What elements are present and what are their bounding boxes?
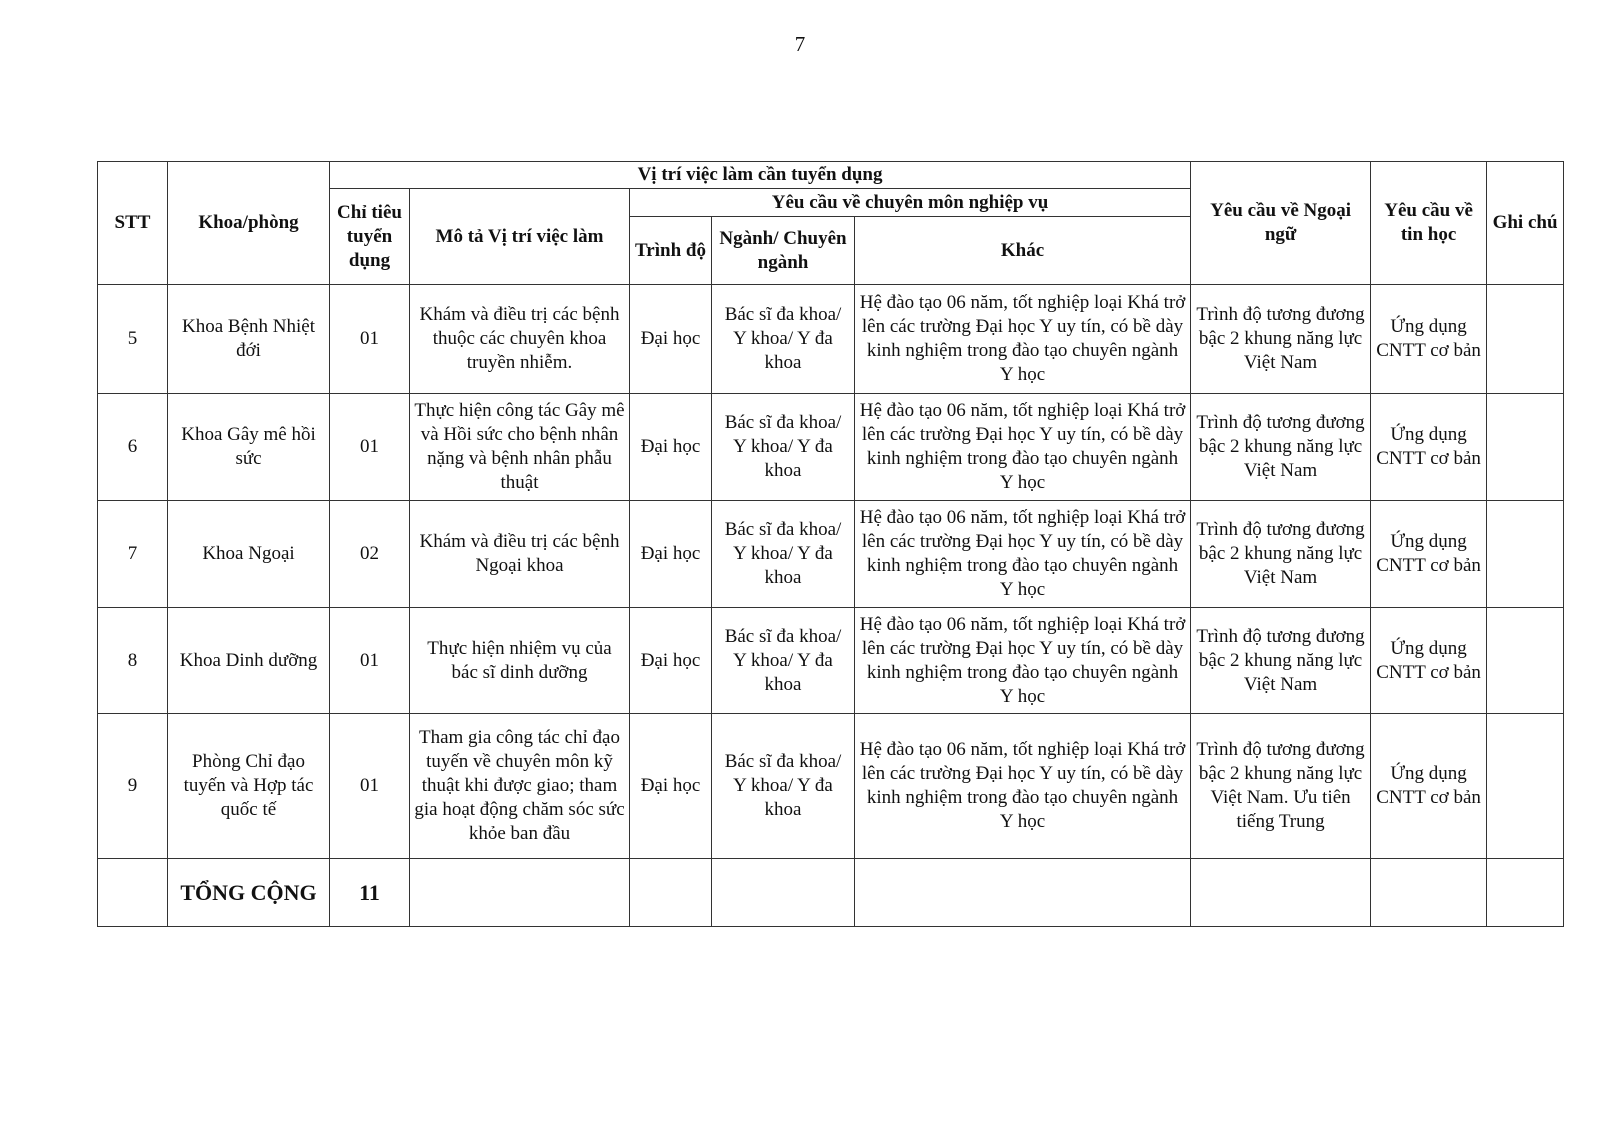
- cell-foreign-language: Trình độ tương đương bậc 2 khung năng lực Việt Nam: [1191, 608, 1371, 714]
- header-other: Khác: [855, 217, 1191, 285]
- cell-stt: 5: [98, 285, 168, 394]
- cell-level: Đại học: [630, 285, 712, 394]
- cell-other: Hệ đào tạo 06 năm, tốt nghiệp loại Khá trở lên các trường Đại học Y uy tín, có bề dày kinh nghiệm trong đào tạo chuyên ngành Y học: [855, 285, 1191, 394]
- cell-note: [1487, 608, 1564, 714]
- header-level: Trình độ: [630, 217, 712, 285]
- cell-department: Khoa Ngoại: [168, 501, 330, 608]
- cell-quota: 01: [330, 714, 410, 859]
- cell-stt: 7: [98, 501, 168, 608]
- total-row: [98, 859, 1564, 927]
- table-row: [98, 285, 1564, 394]
- cell-level: Đại học: [630, 394, 712, 501]
- cell-description: Thực hiện công tác Gây mê và Hồi sức cho bệnh nhân nặng và bệnh nhân phẫu thuật: [410, 394, 630, 501]
- cell-stt: 9: [98, 714, 168, 859]
- header-quota: Chỉ tiêu tuyển dụng: [330, 189, 410, 285]
- cell-foreign-language: Trình độ tương đương bậc 2 khung năng lực Việt Nam. Ưu tiên tiếng Trung: [1191, 714, 1371, 859]
- cell-department: Phòng Chỉ đạo tuyến và Hợp tác quốc tế: [168, 714, 330, 859]
- cell-quota: 01: [330, 608, 410, 714]
- cell-it: Ứng dụng CNTT cơ bản: [1371, 394, 1487, 501]
- cell-description: Tham gia công tác chỉ đạo tuyến về chuyên môn kỹ thuật khi được giao; tham gia hoạt động chăm sóc sức khỏe ban đầu: [410, 714, 630, 859]
- header-note: Ghi chú: [1487, 162, 1564, 285]
- cell-note: [1487, 285, 1564, 394]
- cell-other: [855, 859, 1191, 927]
- cell-it: Ứng dụng CNTT cơ bản: [1371, 501, 1487, 608]
- table-row: [98, 608, 1564, 714]
- header-job-description: Mô tả Vị trí việc làm: [410, 189, 630, 285]
- cell-other: Hệ đào tạo 06 năm, tốt nghiệp loại Khá trở lên các trường Đại học Y uy tín, có bề dày kinh nghiệm trong đào tạo chuyên ngành Y học: [855, 501, 1191, 608]
- cell-it: Ứng dụng CNTT cơ bản: [1371, 608, 1487, 714]
- cell-quota: 01: [330, 394, 410, 501]
- cell-foreign-language: Trình độ tương đương bậc 2 khung năng lực Việt Nam: [1191, 501, 1371, 608]
- cell-major: [712, 859, 855, 927]
- cell-it: [1371, 859, 1487, 927]
- cell-stt: 8: [98, 608, 168, 714]
- total-value: 11: [330, 859, 410, 927]
- header-major: Ngành/ Chuyên ngành: [712, 217, 855, 285]
- cell-major: Bác sĩ đa khoa/ Y khoa/ Y đa khoa: [712, 285, 855, 394]
- table-row: [98, 501, 1564, 608]
- cell-other: Hệ đào tạo 06 năm, tốt nghiệp loại Khá trở lên các trường Đại học Y uy tín, có bề dày kinh nghiệm trong đào tạo chuyên ngành Y học: [855, 608, 1191, 714]
- cell-description: Khám và điều trị các bệnh thuộc các chuyên khoa truyền nhiễm.: [410, 285, 630, 394]
- total-label: TỔNG CỘNG: [168, 859, 330, 927]
- cell-quota: 02: [330, 501, 410, 608]
- cell-major: Bác sĩ đa khoa/ Y khoa/ Y đa khoa: [712, 714, 855, 859]
- cell-major: Bác sĩ đa khoa/ Y khoa/ Y đa khoa: [712, 501, 855, 608]
- header-professional-requirements: Yêu cầu về chuyên môn nghiệp vụ: [630, 189, 1191, 217]
- cell-stt: 6: [98, 394, 168, 501]
- header-it: Yêu cầu về tin học: [1371, 162, 1487, 285]
- cell-level: Đại học: [630, 501, 712, 608]
- cell-note: [1487, 501, 1564, 608]
- cell-major: Bác sĩ đa khoa/ Y khoa/ Y đa khoa: [712, 608, 855, 714]
- cell-other: Hệ đào tạo 06 năm, tốt nghiệp loại Khá trở lên các trường Đại học Y uy tín, có bề dày kinh nghiệm trong đào tạo chuyên ngành Y học: [855, 714, 1191, 859]
- header-row-1: [98, 162, 1564, 189]
- page-number: 7: [794, 32, 806, 56]
- cell-major: Bác sĩ đa khoa/ Y khoa/ Y đa khoa: [712, 394, 855, 501]
- cell-department: Khoa Dinh dưỡng: [168, 608, 330, 714]
- cell-note: [1487, 394, 1564, 501]
- cell-note: [1487, 859, 1564, 927]
- header-department: Khoa/phòng: [168, 162, 330, 285]
- header-stt: STT: [98, 162, 168, 285]
- cell-description: Khám và điều trị các bệnh Ngoại khoa: [410, 501, 630, 608]
- cell-note: [1487, 714, 1564, 859]
- cell-foreign-language: [1191, 859, 1371, 927]
- cell-it: Ứng dụng CNTT cơ bản: [1371, 714, 1487, 859]
- cell-department: Khoa Gây mê hồi sức: [168, 394, 330, 501]
- header-job-position-group: Vị trí việc làm cần tuyển dụng: [330, 162, 1191, 189]
- cell-level: Đại học: [630, 714, 712, 859]
- cell-foreign-language: Trình độ tương đương bậc 2 khung năng lực Việt Nam: [1191, 285, 1371, 394]
- cell-other: Hệ đào tạo 06 năm, tốt nghiệp loại Khá trở lên các trường Đại học Y uy tín, có bề dày kinh nghiệm trong đào tạo chuyên ngành Y học: [855, 394, 1191, 501]
- recruitment-table: [97, 161, 1564, 927]
- header-foreign-language: Yêu cầu về Ngoại ngữ: [1191, 162, 1371, 285]
- cell-description: [410, 859, 630, 927]
- cell-foreign-language: Trình độ tương đương bậc 2 khung năng lực Việt Nam: [1191, 394, 1371, 501]
- cell-description: Thực hiện nhiệm vụ của bác sĩ dinh dưỡng: [410, 608, 630, 714]
- table-row: [98, 394, 1564, 501]
- cell-it: Ứng dụng CNTT cơ bản: [1371, 285, 1487, 394]
- cell-stt: [98, 859, 168, 927]
- cell-level: Đại học: [630, 608, 712, 714]
- cell-quota: 01: [330, 285, 410, 394]
- cell-level: [630, 859, 712, 927]
- table-row: [98, 714, 1564, 859]
- cell-department: Khoa Bệnh Nhiệt đới: [168, 285, 330, 394]
